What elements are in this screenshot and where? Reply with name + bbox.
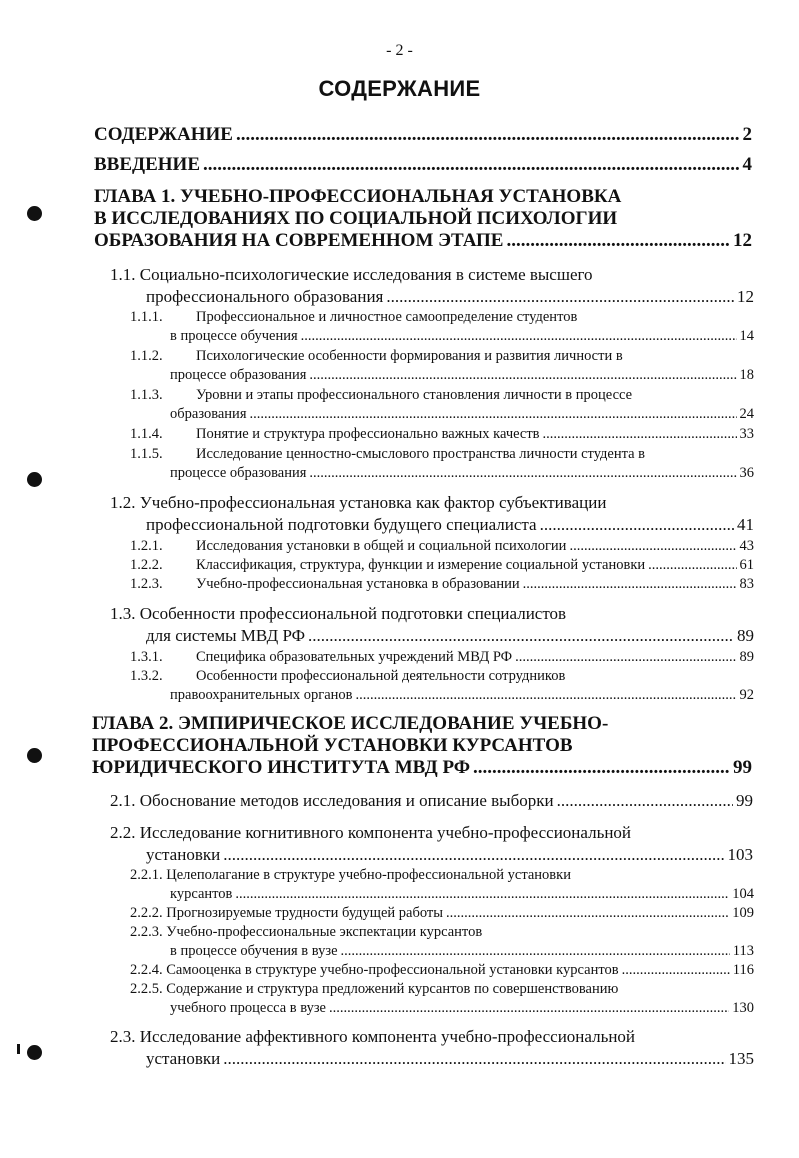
page-title: СОДЕРЖАНИЕ — [318, 76, 481, 101]
toc-entry-1-3[interactable]: 1.3. Особенности профессиональной подготовки специалистов для системы МВД РФ ..... 89 — [110, 603, 754, 647]
toc-entry-1-1-5[interactable]: 1.1.5. Исследование ценностно-смыслового пространства личности студента в процессе образования ..... 36 — [130, 445, 754, 483]
toc-entry-chapter-1[interactable]: ГЛАВА 1. УЧЕБНО-ПРОФЕССИОНАЛЬНАЯ УСТАНОВКА В ИССЛЕДОВАНИЯХ ПО СОЦИАЛЬНОЙ ПСИХОЛОГИИ ОБРАЗОВАНИЯ НА СОВРЕМЕННОМ ЭТАПЕ ..... 12 — [94, 186, 752, 252]
binder-hole-3 — [27, 748, 42, 763]
binder-hole-2 — [27, 472, 42, 487]
toc-entry-2-2-4[interactable]: 2.2.4. Самооценка в структуре учебно-профессиональной установки курсантов ..... 116 — [130, 961, 754, 980]
toc-entry-1-1-3[interactable]: 1.1.3. Уровни и этапы профессионального становления личности в процессе образования ..... 24 — [130, 386, 754, 424]
toc-entry-1-2-2[interactable]: 1.2.2. Классификация, структура, функции и измерение социальной установки ..... 61 — [130, 556, 754, 575]
toc-entry-vvedenie[interactable]: ВВЕДЕНИЕ ..... 4 — [94, 154, 752, 176]
toc-entry-2-3[interactable]: 2.3. Исследование аффективного компонента учебно-профессиональной установки ..... 135 — [110, 1026, 754, 1070]
toc-entry-1-2-1[interactable]: 1.2.1. Исследования установки в общей и социальной психологии ..... 43 — [130, 537, 754, 556]
toc-entry-1-2-3[interactable]: 1.2.3. Учебно-профессиональная установка в образовании ..... 83 — [130, 575, 754, 594]
binder-hole-1 — [27, 206, 42, 221]
toc-entry-1-1-1[interactable]: 1.1.1. Профессиональное и личностное самоопределение студентов в процессе обучения ..... 14 — [130, 308, 754, 346]
toc-entry-soderzhanie[interactable]: СОДЕРЖАНИЕ ..... 2 — [94, 124, 752, 146]
toc-entry-1-1-4[interactable]: 1.1.4. Понятие и структура профессионально важных качеств ..... 33 — [130, 425, 754, 444]
toc-entry-2-2-5[interactable]: 2.2.5. Содержание и структура предложений курсантов по совершенствованию учебного процесса в вузе ..... 130 — [130, 980, 754, 1018]
page-number: - 2 - — [386, 42, 413, 59]
toc-entry-2-2-3[interactable]: 2.2.3. Учебно-профессиональные экспектации курсантов в процессе обучения в вузе ..... 113 — [130, 923, 754, 961]
toc-entry-1-1-2[interactable]: 1.1.2. Психологические особенности формирования и развития личности в процессе образования ..... 18 — [130, 347, 754, 385]
binder-hole-4 — [27, 1045, 42, 1060]
toc-entry-1-2[interactable]: 1.2. Учебно-профессиональная установка как фактор субъективации профессиональной подготовки будущего специалиста ..... 41 — [110, 492, 754, 536]
toc-entry-2-2-2[interactable]: 2.2.2. Прогнозируемые трудности будущей работы ..... 109 — [130, 904, 754, 923]
scan-mark — [17, 1044, 20, 1054]
toc-entry-1-3-1[interactable]: 1.3.1. Специфика образовательных учреждений МВД РФ ..... 89 — [130, 648, 754, 667]
toc-entry-1-3-2[interactable]: 1.3.2. Особенности профессиональной деятельности сотрудников правоохранительных органов ..... 92 — [130, 667, 754, 705]
toc-entry-2-1[interactable]: 2.1. Обоснование методов исследования и описание выборки ..... 99 — [110, 790, 753, 812]
toc-entry-2-2-1[interactable]: 2.2.1. Целеполагание в структуре учебно-профессиональной установки курсантов ..... 104 — [130, 866, 754, 904]
toc-entry-1-1[interactable]: 1.1. Социально-психологические исследования в системе высшего профессионального образования ..... 12 — [110, 264, 754, 308]
toc-entry-chapter-2[interactable]: ГЛАВА 2. ЭМПИРИЧЕСКОЕ ИССЛЕДОВАНИЕ УЧЕБНО- ПРОФЕССИОНАЛЬНОЙ УСТАНОВКИ КУРСАНТОВ ЮРИДИЧЕСКОГО ИНСТИТУТА МВД РФ ..... 99 — [92, 713, 752, 779]
toc-entry-2-2[interactable]: 2.2. Исследование когнитивного компонента учебно-профессиональной установки ..... 103 — [110, 822, 753, 866]
